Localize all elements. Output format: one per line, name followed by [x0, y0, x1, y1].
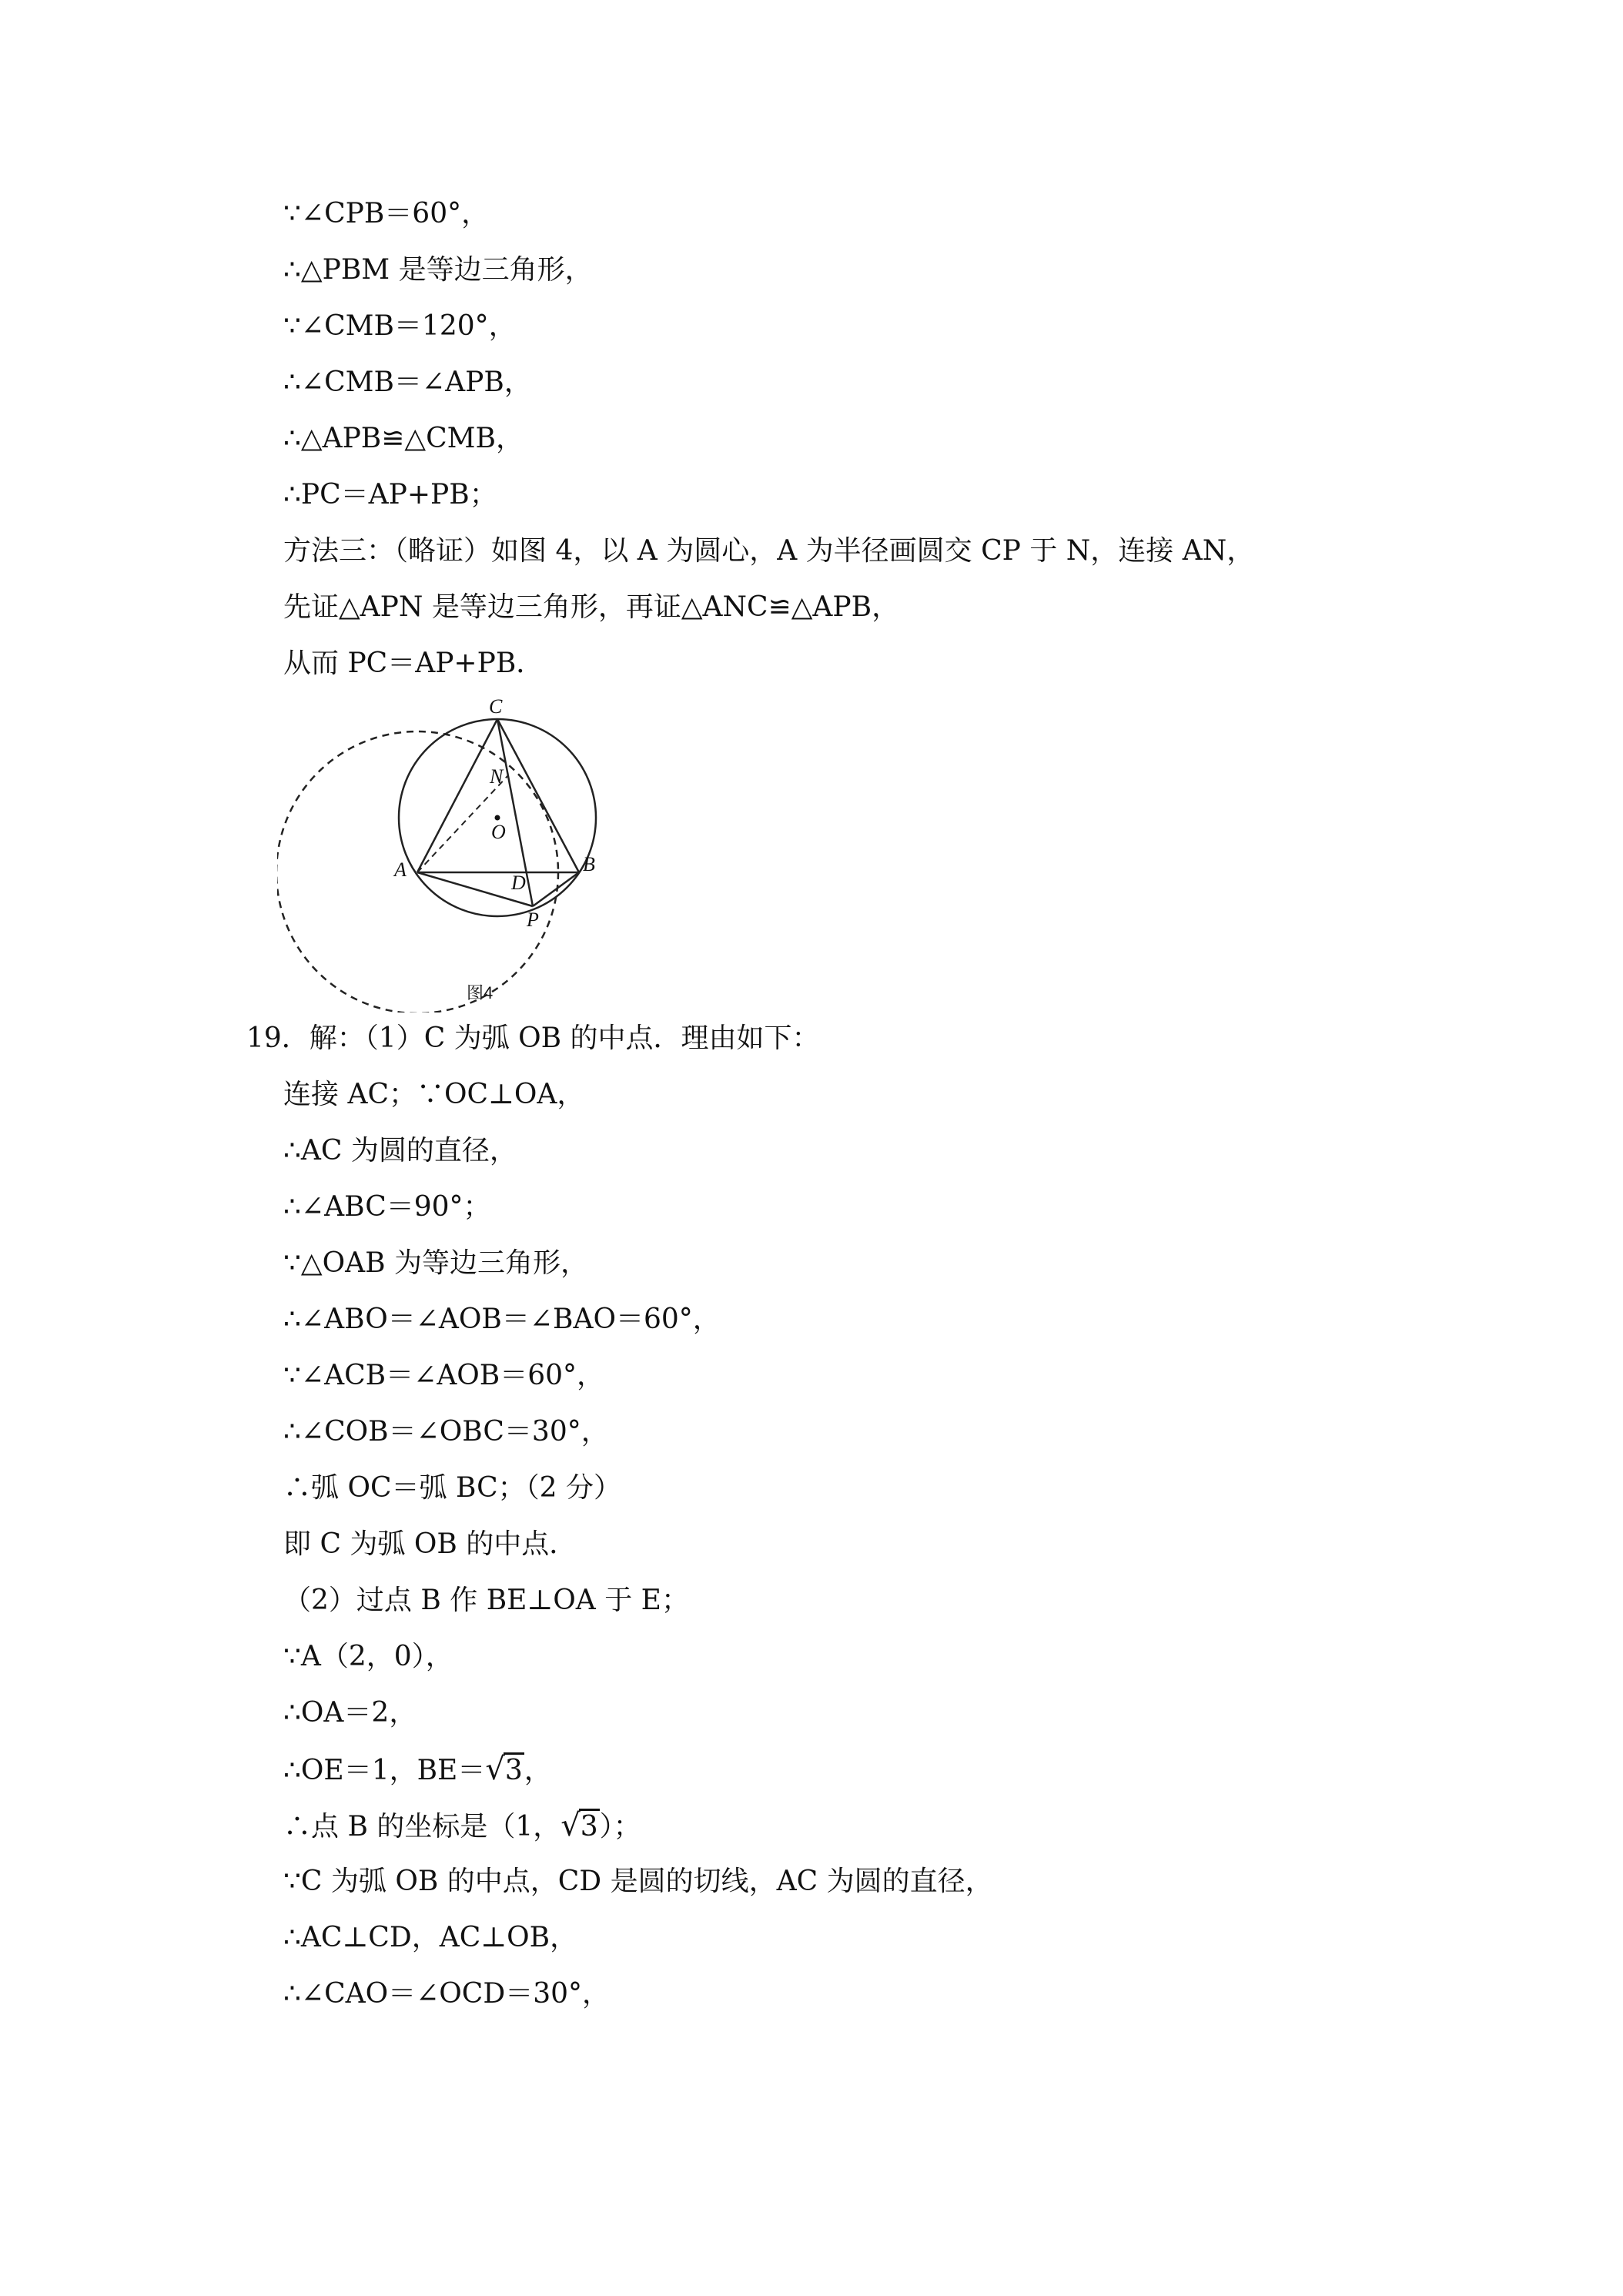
solution-line: ∴AC⊥CD，AC⊥OB， — [283, 1922, 578, 1953]
solution-line: 即 C 为弧 OB 的中点． — [283, 1528, 577, 1560]
method-three-line: 方法三：（略证）如图 4，以 A 为圆心，A 为半径画圆交 CP 于 N，连接 AN， — [283, 535, 1255, 567]
sqrt-three — [485, 1752, 524, 1788]
center-point — [495, 815, 500, 821]
label-n: N — [490, 765, 504, 788]
oe-be-suffix: ， — [524, 1755, 552, 1786]
sqrt-sign: √ — [485, 1752, 505, 1787]
solution-line: ∴AC 为圆的直径， — [283, 1135, 517, 1166]
proof-line: ∵∠CMB＝120°， — [283, 310, 517, 342]
segment-ca — [417, 719, 497, 872]
label-o: O — [491, 821, 506, 843]
label-d: D — [511, 872, 526, 894]
sqrt-three — [561, 1809, 599, 1844]
proof-line: ∴△APB≌△CMB， — [283, 423, 524, 454]
solution-line: ∴∠CAO＝∠OCD＝30°， — [283, 1978, 611, 2010]
solution-line: ∴∠COB＝∠OBC＝30°， — [283, 1416, 609, 1448]
proof-line: ∴△PBM 是等边三角形， — [283, 254, 593, 286]
method-three-line: 从而 PC＝AP+PB． — [283, 648, 544, 679]
problem-19-heading: 19．解：（1）C 为弧 OB 的中点．理由如下： — [246, 1022, 820, 1054]
proof-line: ∴∠CMB＝∠APB， — [283, 366, 532, 398]
oe-be-text: ∴OE＝1，BE＝ — [283, 1755, 486, 1786]
solution-line-b-coord — [283, 1809, 641, 1844]
solution-line-oe-be — [283, 1752, 552, 1788]
label-p: P — [527, 909, 539, 931]
solution-line: ∵A（2，0）， — [283, 1641, 453, 1672]
sqrt-sign: √ — [561, 1808, 581, 1843]
sqrt-radicand: 3 — [504, 1752, 524, 1786]
solution-line: ∴∠ABC＝90°； — [283, 1191, 491, 1223]
segment-cb — [497, 719, 579, 872]
solution-line: ∴∠ABO＝∠AOB＝∠BAO＝60°， — [283, 1304, 721, 1335]
b-coord-suffix: ）； — [599, 1811, 641, 1842]
geometry-diagram — [277, 689, 616, 1012]
label-a: A — [394, 858, 407, 881]
solution-line: ∵C 为弧 OB 的中点，CD 是圆的切线，AC 为圆的直径， — [283, 1866, 993, 1897]
solution-line: ∴弧 OC＝弧 BC；（2 分） — [283, 1472, 621, 1504]
solution-line: ∵△OAB 为等边三角形， — [283, 1247, 589, 1279]
label-c: C — [489, 695, 503, 718]
method-three-line: 先证△APN 是等边三角形，再证△ANC≌△APB， — [283, 591, 900, 623]
figure-caption: 图4 — [467, 983, 494, 1002]
label-b: B — [583, 853, 595, 875]
sqrt-radicand: 3 — [579, 1809, 600, 1842]
solution-line: ∴OA＝2， — [283, 1697, 417, 1729]
solution-line: 连接 AC；∵OC⊥OA， — [283, 1079, 585, 1110]
proof-line: ∵∠CPB＝60°， — [283, 198, 490, 229]
proof-line: ∴PC＝AP+PB； — [283, 479, 497, 510]
solution-line: ∵∠ACB＝∠AOB＝60°， — [283, 1360, 605, 1391]
solution-line: （2）过点 B 作 BE⊥OA 于 E； — [283, 1585, 689, 1616]
figure-4 — [277, 689, 616, 1016]
b-coord-text: ∴点 B 的坐标是（1， — [283, 1811, 561, 1842]
